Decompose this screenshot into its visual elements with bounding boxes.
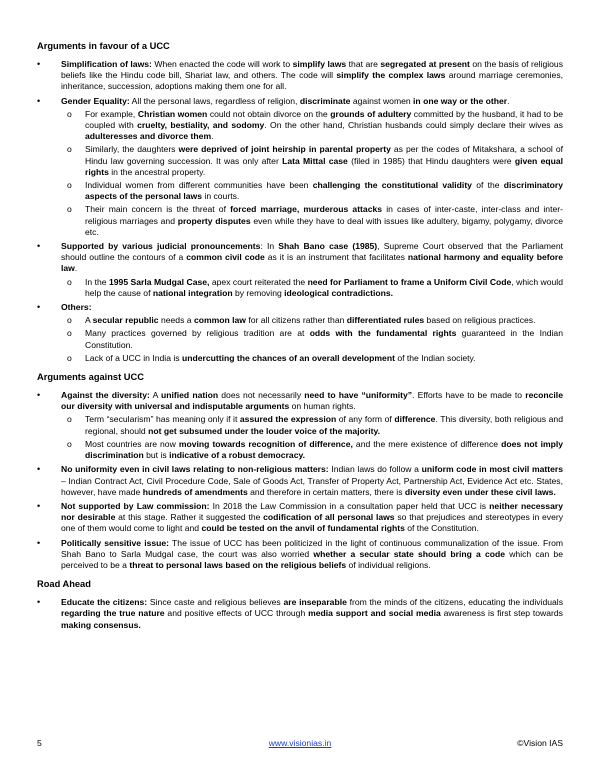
bold-text: adulteresses and divorce them (85, 131, 212, 142)
text-run: awareness is first step towards (440, 608, 563, 619)
text-run: The issue of UCC has been politicized in the light of continuous communalization of the issue. From Shah Bano to Sarla Mudgal case, the court was also worried (61, 537, 564, 559)
text-run: – Indian Contract Act, Civil Procedure Code, Sale of Goods Act, Transfer of Property Act, Partnership Act, Evidence Act etc. States, however, have made (61, 475, 563, 497)
sub-bullet-item (61, 328, 563, 350)
list-against (37, 390, 563, 571)
bold-text: need for Parliament to frame a Uniform Civil Code (307, 276, 512, 287)
sub-bullet-icon: o (67, 315, 72, 326)
bold-text: Gender Equality: (61, 95, 130, 106)
text-run: of the (471, 180, 504, 191)
sub-bullet-text (85, 180, 563, 201)
text-run: of the Constitution. (404, 523, 479, 534)
text-run: even while they have to deal with issues like adultery, bigamy, polygamy, divorce etc. (85, 215, 563, 237)
bold-text: making consensus. (61, 619, 141, 630)
sub-bullet-icon: o (67, 328, 72, 339)
sub-bullet-item (61, 439, 563, 461)
text-run: as it is an instrument that facilitates (264, 252, 408, 263)
bullet-icon: • (37, 390, 41, 401)
bold-text: Lata Mittal case (282, 155, 348, 166)
bold-text: Against the diversity: (61, 390, 150, 401)
bullet-icon: • (37, 597, 41, 608)
bold-text: assured the expression (239, 414, 337, 425)
bold-text: were deprived of joint heirship in parental property (178, 144, 391, 155)
text-run: could not obtain divorce on the (207, 108, 331, 119)
bold-text: neither necessary nor desirable (61, 500, 563, 523)
sub-bullet-icon: o (67, 276, 72, 287)
bold-text: are inseparable (283, 597, 347, 608)
sub-bullet-item (61, 204, 563, 238)
text-run: which can be perceived to be a (61, 548, 563, 570)
bullet-icon: • (37, 500, 41, 511)
text-run: Indian laws do follow a (328, 464, 422, 475)
text-run: and positive effects of UCC through (164, 608, 309, 619)
bullet-item (37, 390, 563, 461)
bullet-icon: • (37, 241, 41, 252)
text-run: When enacted the code will work to (151, 59, 293, 69)
bold-text: Simplification of laws: (61, 59, 152, 69)
text-run: needs a (158, 315, 194, 326)
bold-text: discriminatory aspects of the personal laws (85, 180, 564, 202)
sub-list (61, 109, 563, 238)
bold-text: hundreds of amendments (142, 486, 248, 497)
bullet-item (37, 302, 563, 364)
bold-text: discriminate (299, 95, 351, 106)
bullet-icon: • (37, 59, 41, 69)
sub-bullet-icon: o (67, 180, 72, 191)
bold-text: undercutting the chances of an overall development (181, 352, 395, 363)
bullet-text (61, 597, 563, 629)
text-run: at this stage. Rather it suggested the (115, 512, 264, 523)
sub-list (61, 414, 563, 461)
list-favour (37, 59, 563, 364)
bullet-item (37, 538, 563, 572)
bullet-icon: • (37, 464, 41, 475)
bold-text: threat to personal laws based on the religious beliefs (129, 559, 347, 570)
text-run: as per the codes of Mitakshara, a school of Hindu law governing succession. It was only after (85, 144, 563, 166)
text-run: so that prejudices and stereotypes in every one of them would come to light and (61, 512, 564, 534)
bullet-text (61, 59, 563, 91)
bold-text: Not supported by Law commission: (61, 500, 210, 511)
bullet-item (37, 59, 563, 93)
bold-text: difference (394, 414, 436, 425)
bold-text: national harmony and equality before law (61, 252, 564, 274)
sub-bullet-item (61, 277, 563, 299)
bullet-text (61, 538, 563, 570)
text-run: that are (346, 59, 381, 69)
bullet-text (61, 390, 563, 411)
sub-list (61, 277, 563, 299)
bold-text: property disputes (177, 215, 251, 226)
text-run: , which would help the cause of (85, 276, 563, 298)
text-run: Lack of a UCC in India is (85, 352, 182, 363)
bold-text: need to have “uniformity” (304, 390, 413, 401)
text-run: . (74, 263, 78, 274)
text-run: for all citizens rather than (246, 315, 347, 326)
sub-bullet-text (85, 277, 563, 298)
text-run: from the minds of the citizens, educating the individuals (346, 597, 563, 608)
bold-text: codification of all personal laws (263, 512, 395, 523)
text-run: Term “secularism” has meaning only if it (85, 414, 240, 425)
text-run: All the personal laws, regardless of religion, (129, 95, 300, 106)
document-page (37, 40, 563, 634)
bold-text: Educate the citizens: (61, 597, 148, 608)
text-run: . This diversity, both religious and regional, should (85, 414, 563, 436)
page-footer (37, 737, 563, 749)
bold-text: 1995 Sarla Mudgal Case, (108, 276, 210, 287)
sub-bullet-text (85, 315, 535, 325)
bold-text: simplify the complex laws (336, 70, 446, 81)
sub-bullet-item (61, 353, 563, 364)
bold-text: cruelty, bestiality, and sodomy (137, 120, 265, 131)
sub-bullet-icon: o (67, 204, 72, 215)
text-run: committed by the husband, it had to be coupled with (85, 108, 563, 131)
bullet-text (61, 302, 92, 312)
page-number: 5 (37, 738, 42, 748)
sub-bullet-item (61, 414, 563, 436)
text-run: For example, (85, 108, 138, 119)
bold-text: secular republic (92, 315, 159, 326)
sub-bullet-item (61, 144, 563, 178)
text-run: against women (350, 95, 414, 106)
text-run: A (85, 315, 93, 326)
sub-bullet-text (85, 109, 563, 141)
sub-bullet-text (85, 328, 563, 349)
text-run: apex court reiterated the (209, 276, 308, 287)
section-heading-road-ahead: Road Ahead (37, 579, 91, 590)
text-run: but is (143, 450, 170, 461)
text-run: Their main concern is the threat of (85, 204, 231, 215)
bullet-item (37, 96, 563, 238)
text-run: . (211, 131, 214, 142)
bold-text: Others: (61, 302, 92, 313)
text-run: guaranteed in the Indian Constitution. (85, 328, 563, 350)
bullet-icon: • (37, 95, 41, 106)
bold-text: No uniformity even in civil laws relating to non-religious matters: (61, 464, 329, 475)
bold-text: uniform code in most civil matters (421, 464, 563, 475)
text-run: , Supreme Court observed that the Parliament should outline the contours of a (61, 241, 563, 263)
text-run: and therefore in certain matters, there is (247, 486, 405, 497)
bold-text: moving towards recognition of difference, (178, 438, 353, 449)
sub-bullet-item (61, 109, 563, 143)
bold-text: common civil code (186, 252, 265, 263)
bold-text: not get subsumed under the louder voice of the majority. (148, 425, 380, 436)
bold-text: Christian women (137, 108, 208, 119)
bold-text: grounds of adultery (330, 108, 412, 119)
text-run: . On the other hand, Christian husbands could simply declare their wives as (264, 120, 563, 131)
text-run: . (507, 95, 510, 106)
text-run: (filed in 1985) that Hindu daughters were (347, 155, 515, 166)
text-run: on the basis of religious beliefs like the Hindu code bill, Shariat law, and others. The code will (61, 59, 563, 81)
bullet-icon: • (37, 537, 41, 548)
bold-text: segregated at present (380, 59, 470, 69)
text-run: of individual religions. (346, 559, 431, 570)
sub-bullet-icon: o (67, 438, 72, 449)
bold-text: common law (193, 315, 246, 326)
section-heading-against: Arguments against UCC (37, 372, 144, 383)
sub-bullet-icon: o (67, 352, 72, 363)
text-run: based on religious practices. (424, 315, 536, 326)
text-run: A (149, 390, 162, 401)
bold-text: Shah Bano case (1985) (278, 241, 378, 252)
bold-text: forced marriage, murderous attacks (230, 204, 383, 215)
text-run: Most countries are now (85, 438, 179, 449)
bold-text: simplify laws (292, 59, 347, 69)
website-link[interactable]: www.visionias.in (268, 738, 332, 748)
bold-text: Supported by various judicial pronouncements (61, 241, 261, 252)
text-run: of the Indian society. (394, 352, 476, 363)
text-run: Similarly, the daughters (85, 144, 179, 155)
bold-text: challenging the constitutional validity (312, 180, 472, 191)
sub-bullet-item (61, 315, 563, 326)
text-run: Many practices governed by religious tradition are at (85, 328, 310, 339)
bold-text: media support and social media (308, 608, 441, 619)
bold-text: regarding the true nature (61, 608, 165, 619)
bold-text: indicative of a robust democracy. (169, 450, 306, 461)
bold-text: national integration (152, 287, 233, 298)
bullet-text (61, 241, 563, 273)
bold-text: could be tested on the anvil of fundamental rights (201, 523, 405, 534)
bold-text: whether a secular state should bring a code (313, 548, 506, 559)
sub-bullet-text (85, 204, 563, 236)
bold-text: does not imply discrimination (85, 438, 564, 461)
bullet-item (37, 501, 563, 535)
bold-text: ideological contradictions. (284, 287, 394, 298)
sub-bullet-icon: o (67, 414, 72, 425)
text-run: does not necessarily (218, 390, 305, 401)
sub-list (61, 315, 563, 364)
bold-text: odds with the fundamental rights (309, 328, 457, 339)
sub-bullet-text (85, 353, 476, 363)
list-road-ahead (37, 597, 563, 631)
bold-text: Politically sensitive issue: (61, 537, 170, 548)
text-run: . Efforts have to be made to (412, 390, 526, 401)
text-run: in cases of inter-caste, inter-class and inter-religious marriages and (85, 204, 563, 226)
bullet-text (61, 501, 563, 533)
text-run: around marriage ceremonies, inheritance, succession, adoptions making them one for all. (61, 70, 564, 92)
sub-bullet-icon: o (67, 108, 72, 119)
sub-bullet-text (85, 144, 563, 176)
bold-text: differentiated rules (346, 315, 425, 326)
sub-bullet-icon: o (67, 144, 72, 155)
sub-bullet-text (85, 414, 563, 435)
text-run: in courts. (202, 191, 240, 202)
copyright-text: ©Vision IAS (517, 738, 563, 748)
bullet-text (61, 464, 563, 496)
text-run: Individual women from different communities have been (85, 180, 313, 191)
bullet-item (37, 241, 563, 299)
bullet-item (37, 464, 563, 498)
text-run: and the mere existence of difference (352, 438, 502, 449)
text-run: In 2018 the Law Commission in a consultation paper held that UCC is (209, 500, 490, 511)
section-heading-favour: Arguments in favour of a UCC (37, 41, 170, 51)
sub-bullet-item (61, 180, 563, 202)
bold-text: unified nation (161, 390, 219, 401)
text-run: : In (260, 241, 279, 252)
text-run: Since caste and religious believes (147, 597, 284, 608)
bullet-icon: • (37, 302, 41, 313)
sub-bullet-text (85, 439, 563, 460)
text-run: of any form of (336, 414, 395, 425)
text-run: on human rights. (289, 401, 356, 412)
bold-text: diversity even under these civil laws. (404, 486, 556, 497)
text-run: In the (85, 276, 109, 287)
bold-text: given equal rights (85, 155, 564, 177)
bold-text: in one way or the other (413, 95, 508, 106)
bullet-item (37, 597, 563, 631)
text-run: in the ancestral property. (108, 166, 206, 177)
bold-text: reconcile our diversity with universal and indisputable arguments (61, 390, 563, 412)
text-run: by removing (232, 287, 285, 298)
bullet-text (61, 96, 510, 106)
